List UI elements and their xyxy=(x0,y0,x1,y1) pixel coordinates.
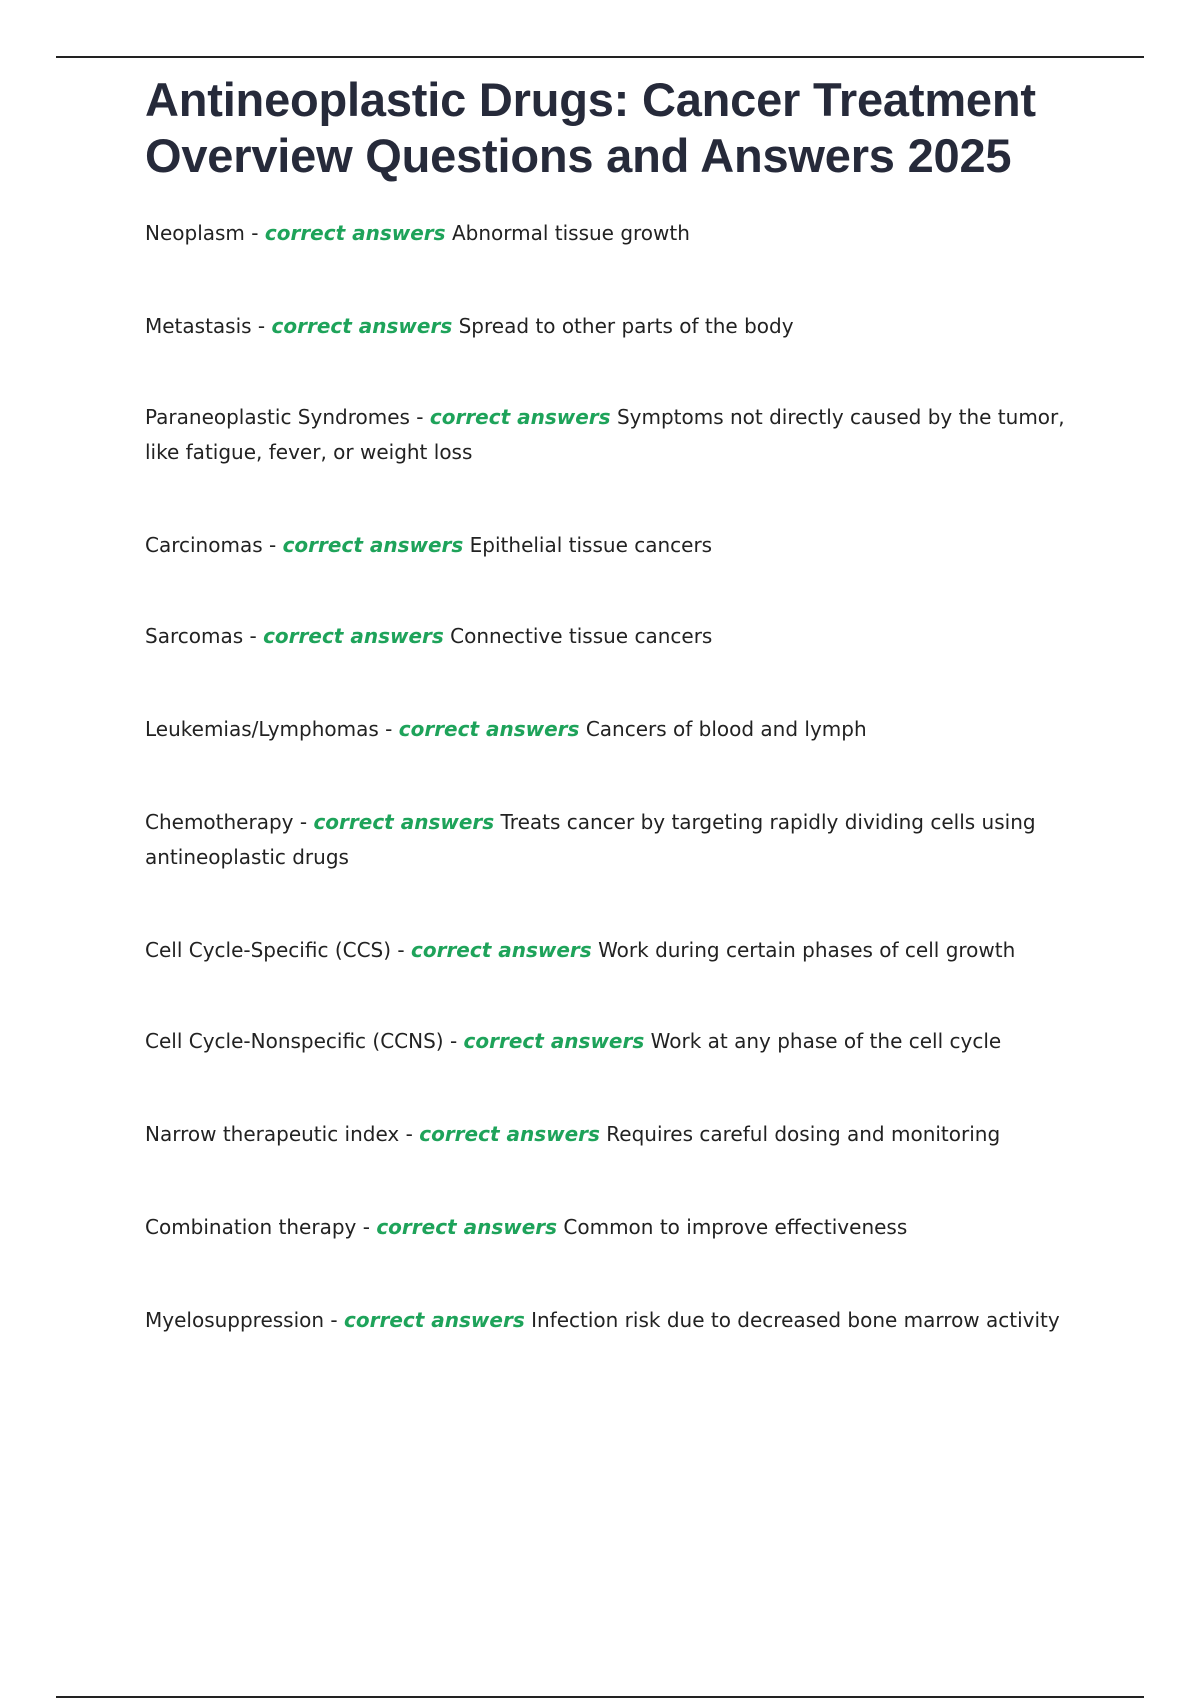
qa-answer: Work during certain phases of cell growth xyxy=(598,938,1016,962)
qa-separator: - xyxy=(443,1029,464,1053)
qa-separator: - xyxy=(391,938,411,962)
qa-answer: Work at any phase of the cell cycle xyxy=(650,1029,1002,1053)
qa-answer: Treats cancer by targeting rapidly dividing cells using antineoplastic drugs xyxy=(145,810,1036,869)
qa-answer: Spread to other parts of the body xyxy=(458,314,794,338)
qa-separator: - xyxy=(356,1215,377,1239)
qa-separator: - xyxy=(262,533,283,557)
qa-answer: Requires careful dosing and monitoring xyxy=(606,1122,1001,1146)
document-body xyxy=(145,72,1095,1338)
qa-item xyxy=(145,1303,1095,1338)
qa-term: Neoplasm xyxy=(145,221,245,245)
qa-answer: Connective tissue cancers xyxy=(450,624,713,648)
qa-correct-answers-label: correct answers xyxy=(282,533,464,557)
qa-item xyxy=(145,309,1095,344)
qa-correct-answers-label: correct answers xyxy=(419,1122,600,1146)
document-title: Antineoplastic Drugs: Cancer Treatment Overview Questions and Answers 2025 xyxy=(145,73,1036,182)
qa-item xyxy=(145,400,1095,470)
qa-correct-answers-label: correct answers xyxy=(263,624,444,648)
qa-correct-answers-label: correct answers xyxy=(376,1215,558,1239)
qa-item xyxy=(145,933,1095,968)
qa-term: Myelosuppression xyxy=(145,1308,325,1332)
qa-separator: - xyxy=(251,314,272,338)
qa-item xyxy=(145,712,1095,747)
qa-item xyxy=(145,619,1095,654)
qa-correct-answers-label: correct answers xyxy=(313,810,495,834)
qa-item xyxy=(145,805,1095,875)
qa-term: Metastasis xyxy=(145,314,252,338)
qa-correct-answers-label: correct answers xyxy=(463,1029,645,1053)
qa-separator: - xyxy=(378,717,399,741)
qa-answer: Epithelial tissue cancers xyxy=(469,533,713,557)
qa-correct-answers-label: correct answers xyxy=(344,1308,525,1332)
qa-answer: Symptoms not directly caused by the tumor, like fatigue, fever, or weight loss xyxy=(145,405,1065,464)
qa-term: Cell Cycle-Nonspecific (CCNS) xyxy=(145,1029,444,1053)
qa-correct-answers-label: correct answers xyxy=(429,405,611,429)
qa-term: Carcinomas xyxy=(145,533,263,557)
qa-item xyxy=(145,216,1095,251)
top-rule xyxy=(56,56,1144,58)
bottom-rule xyxy=(56,1696,1144,1698)
qa-correct-answers-label: correct answers xyxy=(264,221,446,245)
qa-item xyxy=(145,1024,1095,1059)
qa-answer: Cancers of blood and lymph xyxy=(585,717,867,741)
qa-answer: Abnormal tissue growth xyxy=(451,221,690,245)
qa-item xyxy=(145,528,1095,563)
qa-separator: - xyxy=(243,624,264,648)
qa-term: Leukemias/Lymphomas xyxy=(145,717,379,741)
qa-separator: - xyxy=(399,1122,420,1146)
qa-term: Cell Cycle-Specific (CCS) xyxy=(145,938,392,962)
qa-answer: Common to improve effectiveness xyxy=(563,1215,908,1239)
qa-term: Sarcomas xyxy=(145,624,244,648)
qa-term: Combination therapy xyxy=(145,1215,357,1239)
qa-correct-answers-label: correct answers xyxy=(398,717,580,741)
qa-separator: - xyxy=(324,1308,345,1332)
qa-list xyxy=(145,216,1095,1338)
qa-separator: - xyxy=(293,810,314,834)
qa-separator: - xyxy=(409,405,430,429)
qa-term: Narrow therapeutic index xyxy=(145,1122,400,1146)
qa-term: Paraneoplastic Syndromes xyxy=(145,405,410,429)
qa-term: Chemotherapy xyxy=(145,810,294,834)
qa-item xyxy=(145,1210,1095,1245)
qa-separator: - xyxy=(244,221,265,245)
qa-correct-answers-label: correct answers xyxy=(410,938,592,962)
qa-correct-answers-label: correct answers xyxy=(271,314,453,338)
qa-item xyxy=(145,1117,1095,1152)
qa-answer: Infection risk due to decreased bone marrow activity xyxy=(531,1308,1060,1332)
